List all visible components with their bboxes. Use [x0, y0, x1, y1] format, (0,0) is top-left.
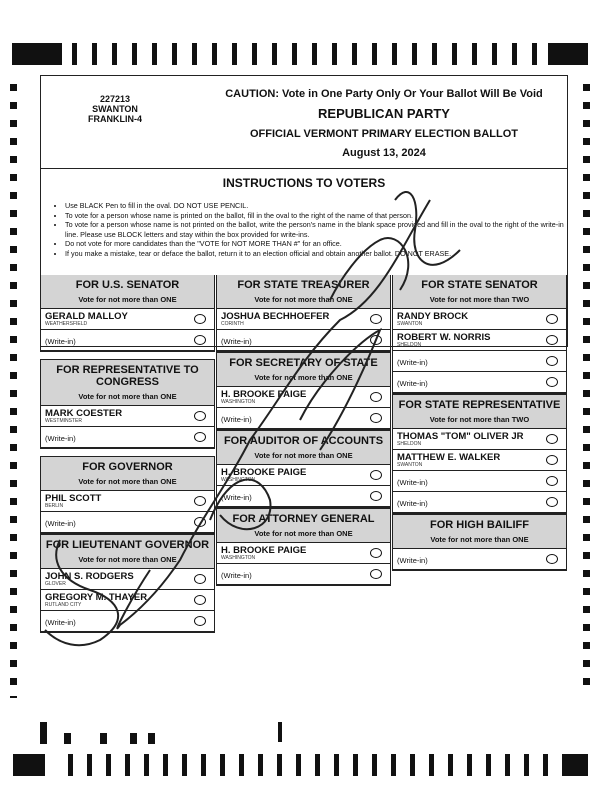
candidate-row[interactable]: [393, 309, 566, 330]
write-in-label: (Write-in): [45, 337, 76, 346]
vote-limit: Vote for not more than ONE: [254, 529, 353, 538]
ballot-header: [40, 75, 568, 169]
candidate-row[interactable]: [393, 450, 566, 471]
vote-oval[interactable]: [370, 548, 382, 558]
vote-oval[interactable]: [546, 434, 558, 444]
write-in-row[interactable]: [41, 611, 214, 632]
candidate-row[interactable]: [217, 309, 390, 330]
contest-state-senator: [392, 275, 567, 394]
vote-oval[interactable]: [194, 314, 206, 324]
contest-title: FOR ATTORNEY GENERAL: [232, 513, 375, 525]
write-in-label: (Write-in): [45, 519, 76, 528]
contest-header: [217, 353, 390, 387]
write-in-row[interactable]: [41, 512, 214, 533]
write-in-row[interactable]: [41, 427, 214, 448]
contest-title: FOR LIEUTENANT GOVERNOR: [45, 539, 210, 551]
ballot-title-block: [201, 88, 567, 159]
contest-header: [217, 275, 390, 309]
vote-oval[interactable]: [194, 496, 206, 506]
instruction-item: • Do not vote for more candidates than the "VOTE for NOT MORE THAN #" for an office.: [65, 239, 567, 249]
contest-state-treasurer: [216, 275, 391, 352]
candidate-name: H. BROOKE PAIGE: [221, 389, 307, 400]
contest-header: [393, 275, 566, 309]
candidate-name: JOSHUA BECHHOEFER: [221, 311, 330, 322]
vote-limit: Vote for not more than ONE: [78, 477, 177, 486]
contest-secretary-of-state: [216, 352, 391, 430]
ballot: [40, 75, 568, 627]
contest-us-senator: [40, 275, 215, 352]
candidate-town: SWANTON: [397, 462, 423, 468]
vote-limit: Vote for not more than TWO: [429, 415, 530, 424]
candidate-row[interactable]: [217, 543, 390, 564]
contest-title: FOR STATE REPRESENTATIVE: [398, 399, 561, 411]
write-in-label: (Write-in): [397, 379, 428, 388]
column-left: [40, 275, 215, 633]
candidate-town: GLOVER: [45, 581, 66, 587]
contest-header: [41, 457, 214, 491]
candidate-row[interactable]: [393, 429, 566, 450]
write-in-row[interactable]: [41, 330, 214, 351]
candidate-name: RANDY BROCK: [397, 311, 469, 322]
vote-oval[interactable]: [546, 377, 558, 387]
write-in-label: (Write-in): [397, 556, 428, 565]
write-in-label: (Write-in): [397, 358, 428, 367]
vote-oval[interactable]: [546, 455, 558, 465]
write-in-label: (Write-in): [221, 571, 252, 580]
candidate-town: WEATHERSFIELD: [45, 321, 88, 327]
candidate-town: SWANTON: [397, 321, 423, 327]
write-in-label: (Write-in): [221, 415, 252, 424]
write-in-row[interactable]: [393, 471, 566, 492]
contest-header: [393, 515, 566, 549]
write-in-row[interactable]: [393, 351, 566, 372]
vote-oval[interactable]: [194, 335, 206, 345]
candidate-name: JOHN S. RODGERS: [45, 571, 134, 582]
write-in-label: (Write-in): [221, 337, 252, 346]
vote-oval[interactable]: [370, 335, 382, 345]
contest-governor: [40, 456, 215, 534]
candidate-row[interactable]: [217, 465, 390, 486]
vote-oval[interactable]: [370, 569, 382, 579]
election-date: August 13, 2024: [342, 147, 426, 159]
candidate-row[interactable]: [41, 590, 214, 611]
candidate-name: PHIL SCOTT: [45, 493, 102, 504]
vote-oval[interactable]: [370, 314, 382, 324]
vote-limit: Vote for not more than ONE: [254, 295, 353, 304]
vote-limit: Vote for not more than ONE: [254, 373, 353, 382]
contest-auditor: [216, 430, 391, 508]
instruction-item: • Use BLACK Pen to fill in the oval. DO NOT USE PENCIL.: [65, 201, 567, 211]
candidate-name: GREGORY M. THAYER: [45, 592, 148, 603]
contest-title: FOR U.S. SENATOR: [75, 279, 180, 291]
candidate-town: WASHINGTON: [221, 399, 256, 405]
candidate-row[interactable]: [41, 406, 214, 427]
district-name: FRANKLIN-4: [88, 114, 142, 124]
candidate-town: WESTMINSTER: [45, 418, 82, 424]
instruction-item: • To vote for a person whose name is not printed on the ballot, write the person's name in the blank space provided and fill in the oval to the right of the write-in line. Please use BLOCK letters and stay within the box provided for write-ins.: [65, 220, 567, 239]
vote-oval[interactable]: [546, 476, 558, 486]
contest-header: [41, 535, 214, 569]
candidate-row[interactable]: [41, 309, 214, 330]
write-in-row[interactable]: [217, 330, 390, 351]
vote-limit: Vote for not more than ONE: [78, 295, 177, 304]
contest-title: FOR GOVERNOR: [82, 461, 173, 473]
vote-oval[interactable]: [194, 595, 206, 605]
contest-header: [41, 360, 214, 406]
contest-header: [393, 395, 566, 429]
candidate-town: BERLIN: [45, 503, 64, 509]
vote-limit: Vote for not more than TWO: [429, 295, 530, 304]
write-in-label: (Write-in): [221, 493, 252, 502]
candidate-town: SHELDON: [397, 441, 422, 447]
party-name: REPUBLICAN PARTY: [318, 106, 450, 121]
write-in-label: (Write-in): [45, 434, 76, 443]
precinct-info: [41, 94, 189, 124]
contest-attorney-general: [216, 508, 391, 586]
instructions-list: [41, 201, 567, 259]
vote-limit: Vote for not more than ONE: [430, 535, 529, 544]
vote-oval[interactable]: [546, 356, 558, 366]
contest-title: FOR STATE TREASURER: [237, 279, 370, 291]
vote-limit: Vote for not more than ONE: [78, 555, 177, 564]
contest-header: [217, 509, 390, 543]
candidate-name: GERALD MALLOY: [45, 311, 128, 322]
contest-title: FOR SECRETARY OF STATE: [229, 357, 378, 369]
column-middle: [216, 275, 391, 586]
precinct-code: 227213: [99, 94, 131, 104]
write-in-row[interactable]: [217, 408, 390, 429]
candidate-name: MATTHEW E. WALKER: [397, 452, 501, 463]
column-right: [392, 275, 567, 571]
write-in-row[interactable]: [393, 492, 566, 513]
candidate-row[interactable]: [217, 387, 390, 408]
contest-title: FOR REPRESENTATIVE TO CONGRESS: [56, 364, 199, 388]
instruction-item: • If you make a mistake, tear or deface the ballot, return it to an election official and obtain another ballot. DO NOT ERASE.: [65, 249, 567, 259]
candidate-name: ROBERT W. NORRIS: [397, 332, 491, 343]
vote-oval[interactable]: [194, 616, 206, 626]
candidate-town: CORINTH: [221, 321, 244, 327]
candidate-town: WASHINGTON: [221, 555, 256, 561]
vote-limit: Vote for not more than ONE: [254, 451, 353, 460]
candidate-row[interactable]: [41, 569, 214, 590]
candidate-name: H. BROOKE PAIGE: [221, 545, 307, 556]
candidate-row[interactable]: [41, 491, 214, 512]
candidate-row[interactable]: [393, 330, 566, 351]
contest-header: [217, 431, 390, 465]
candidate-town: SHELDON: [397, 342, 422, 348]
ballot-title: OFFICIAL VERMONT PRIMARY ELECTION BALLOT: [249, 128, 519, 140]
candidate-name: THOMAS "TOM" OLIVER JR: [397, 431, 524, 442]
write-in-row[interactable]: [217, 564, 390, 585]
vote-oval[interactable]: [546, 554, 558, 564]
contest-title: FOR HIGH BAILIFF: [430, 519, 529, 531]
vote-limit: Vote for not more than ONE: [78, 392, 177, 401]
contest-title: FOR AUDITOR OF ACCOUNTS: [223, 435, 384, 447]
candidate-name: MARK COESTER: [45, 408, 123, 419]
vote-oval[interactable]: [370, 491, 382, 501]
vote-oval[interactable]: [370, 470, 382, 480]
caution-text: CAUTION: Vote in One Party Only Or Your Ballot Will Be Void: [225, 88, 543, 100]
write-in-label: (Write-in): [45, 618, 76, 627]
contest-lt-governor: [40, 534, 215, 633]
instructions-title: INSTRUCTIONS TO VOTERS: [222, 176, 386, 190]
vote-oval[interactable]: [194, 574, 206, 584]
candidate-name: H. BROOKE PAIGE: [221, 467, 307, 478]
vote-oval[interactable]: [370, 413, 382, 423]
contest-rep-congress: [40, 359, 215, 449]
vote-oval[interactable]: [194, 517, 206, 527]
candidate-town: WASHINGTON: [221, 477, 256, 483]
vote-oval[interactable]: [546, 335, 558, 345]
contest-title: FOR STATE SENATOR: [421, 279, 538, 291]
town-name: SWANTON: [92, 104, 138, 114]
candidate-town: RUTLAND CITY: [45, 602, 82, 608]
write-in-label: (Write-in): [397, 499, 428, 508]
vote-oval[interactable]: [546, 314, 558, 324]
vote-oval[interactable]: [546, 497, 558, 507]
vote-oval[interactable]: [370, 392, 382, 402]
vote-oval[interactable]: [194, 411, 206, 421]
write-in-row[interactable]: [393, 372, 566, 393]
write-in-row[interactable]: [393, 549, 566, 570]
vote-oval[interactable]: [194, 432, 206, 442]
instruction-item: • To vote for a person whose name is printed on the ballot, fill in the oval to the right of the name of that person.: [65, 211, 567, 221]
contest-header: [41, 275, 214, 309]
contest-high-bailiff: [392, 514, 567, 571]
write-in-label: (Write-in): [397, 478, 428, 487]
write-in-row[interactable]: [217, 486, 390, 507]
contest-state-representative: [392, 394, 567, 514]
